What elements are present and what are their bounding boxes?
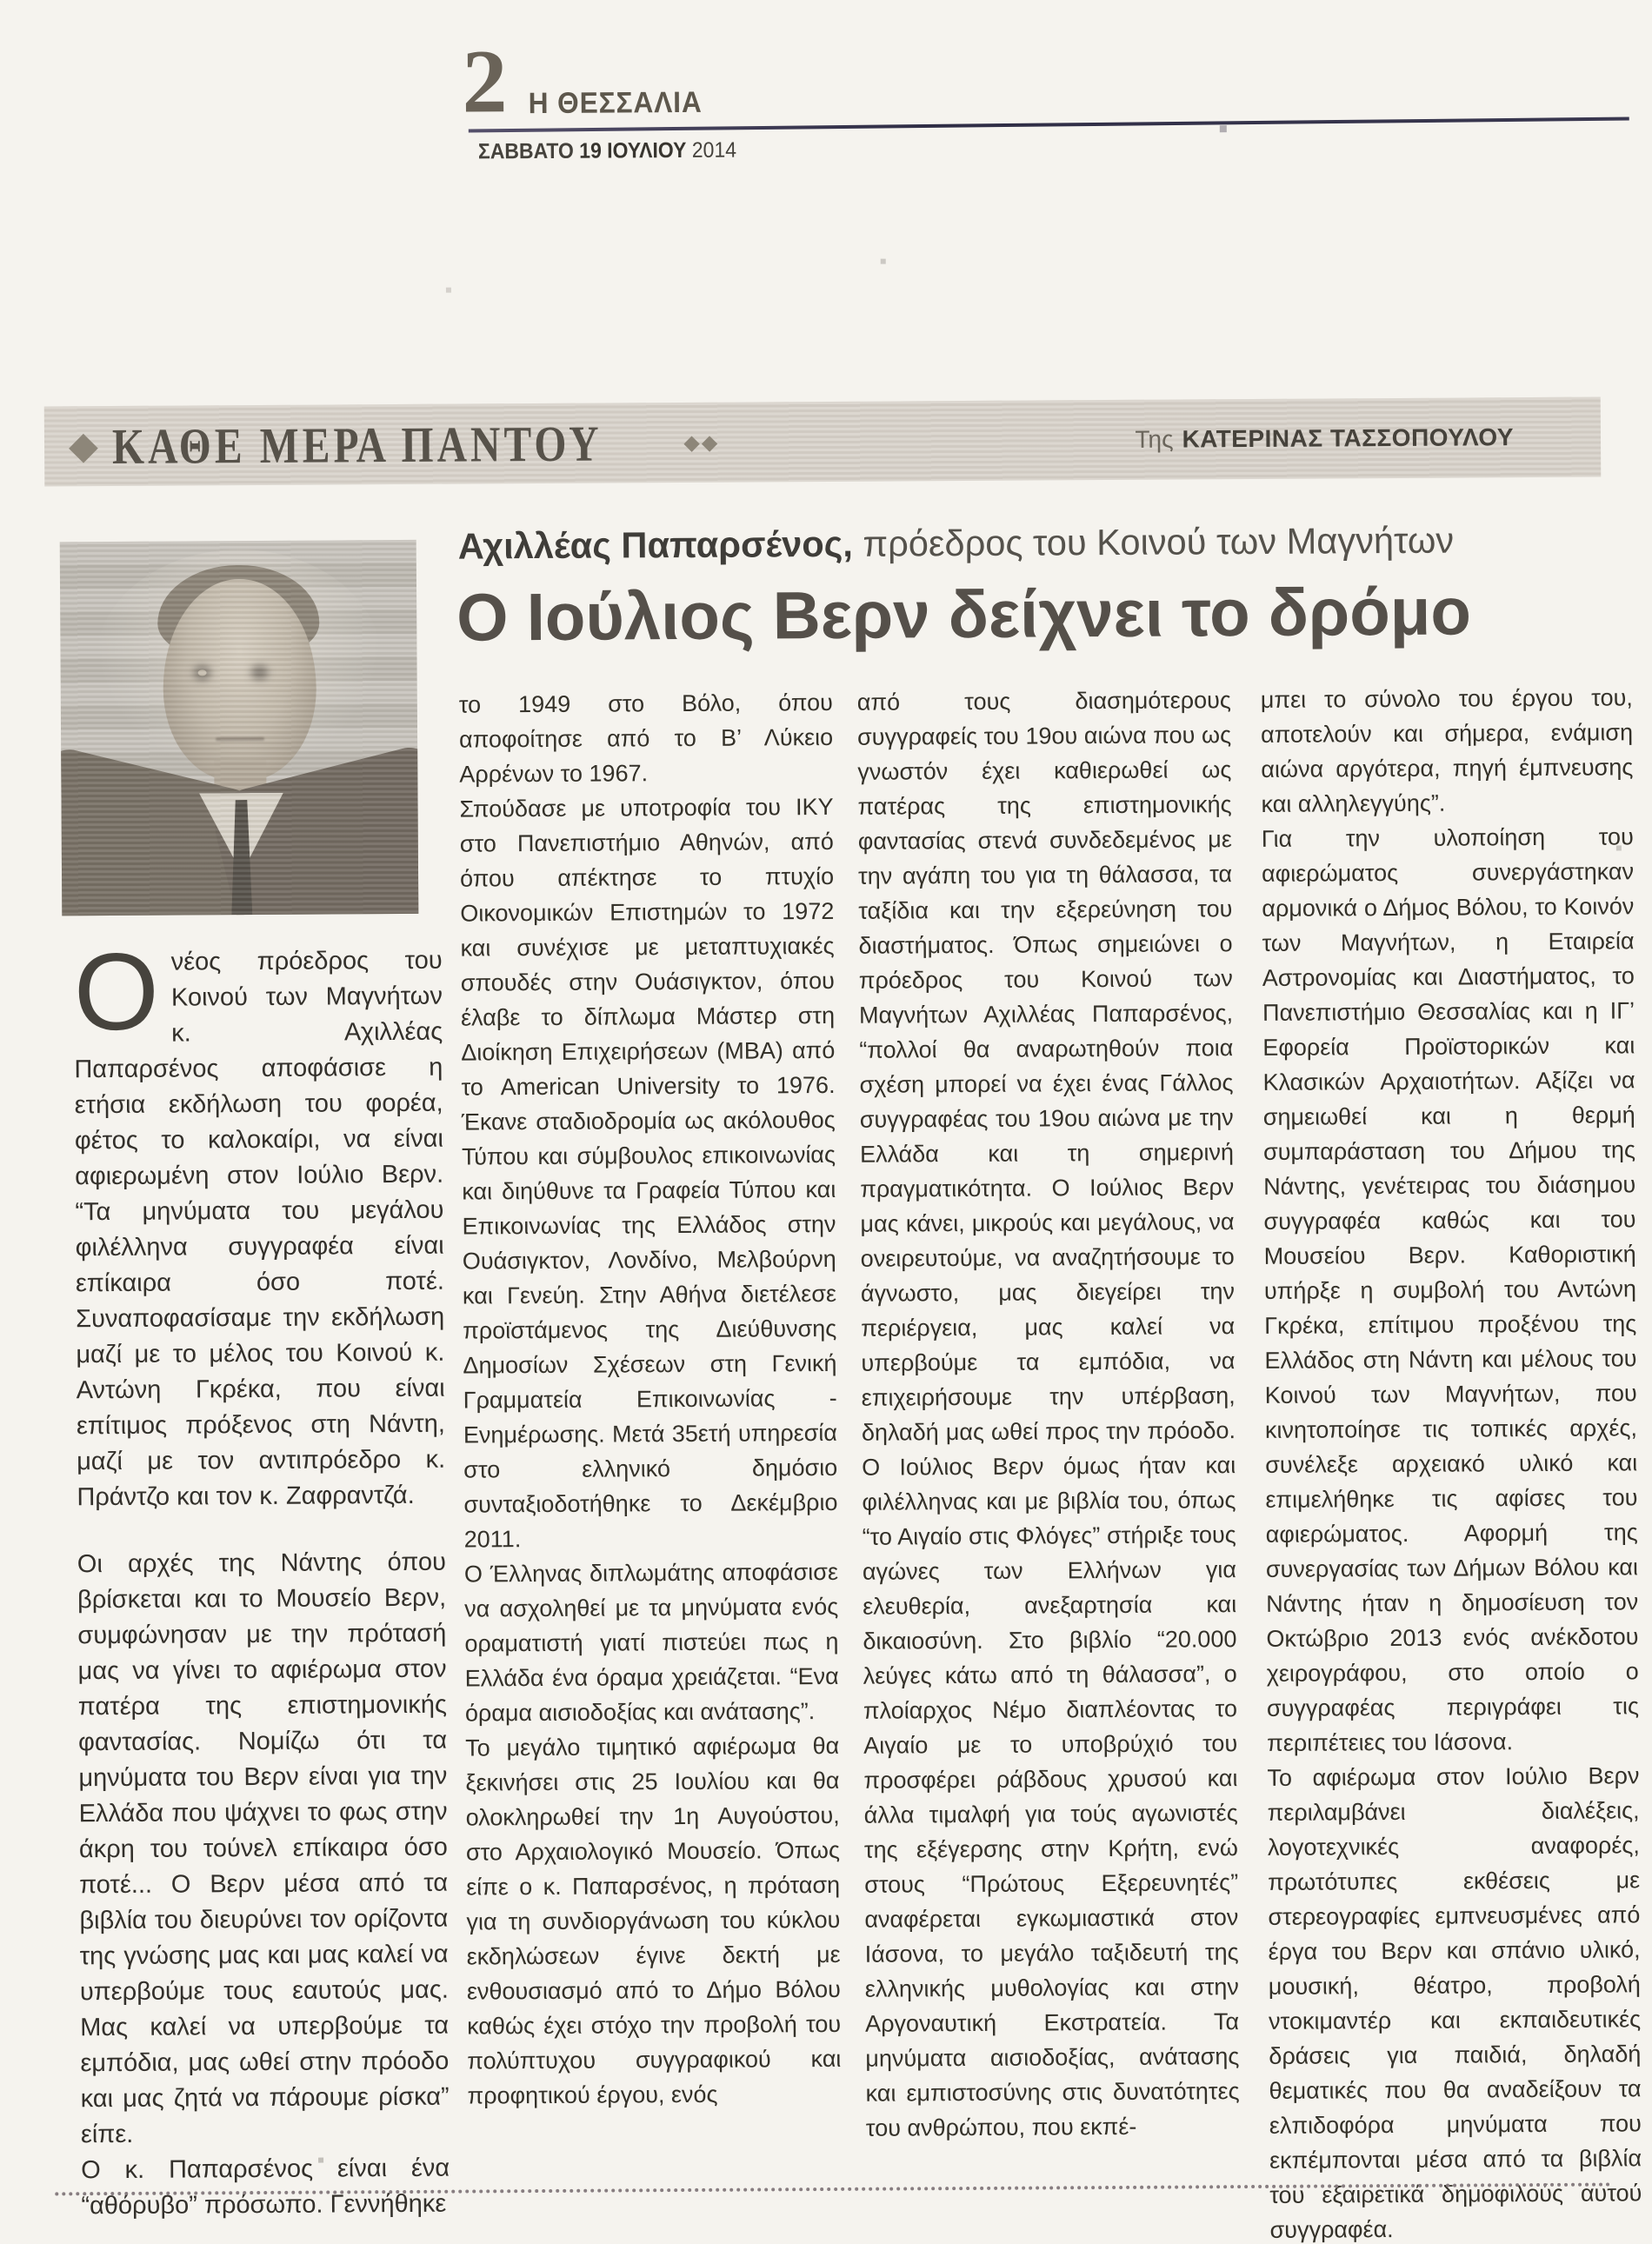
photo-shirt-collar [193,793,290,916]
dateline [478,138,736,165]
body-column-3 [1261,680,1642,2244]
date-year: 2014 [691,137,737,163]
body-paragraph: Για την υλοποίηση του αφιερώματος συνεργάστηκαν αρμονικά ο Δήμος Βόλου, το Κοινόν των Μαγνήτων, η Εταιρεία Αστρονομίας και Διαστήματος, το Πανεπιστήμιο Θεσσαλίας και η ΙΓ’ Εφορεία Προϊστορικών και Κλασικών Αρχαιοτήτων. Αξίζει να σημειωθεί και η θερμή συμπαράσταση του Δήμου της Νάντης, γενέτειρας του διάσημου συγγραφέα καθώς και του Μουσείου Βερν. Καθοριστική υπήρξε η συμβολή του Αντώνη Γκρέκα, επίτιμου προξένου της Ελλάδος στη Νάντη και μέλους του Κοινού των Μαγνήτων, που κινητοποίησε τις τοπικές αρχές, συνέλεξε αρχειακό υλικό και επιμελήθηκε τις αφίσες του αφιερώματος. Αφορμή της συνεργασίας των Δήμων Βόλου και Νάντης ήταν η δημοσίευση τον Οκτώβριο 2013 ενός ανέκδοτου χειρογράφου, στο οποίο ο συγγραφέας περιγράφει τις περιπέτειες του Ιάσονα. [1261,823,1640,1756]
body-paragraph: μπει το σύνολο του έργου του, αποτελούν και σήμερα, ενάμιση αιώνα αργότερα, πηγή έμπνευσης και αλληλεγγύης”. [1260,684,1634,817]
body-column-2 [857,683,1240,2146]
photo-background [95,549,383,776]
section-band [44,397,1602,487]
body-paragraph: το 1949 στο Βόλο, όπου αποφοίτησε από το Β’ Λύκειο Αρρένων το 1967. [458,689,834,788]
double-diamond-icon: ◆◆ [683,430,720,455]
body-column-1 [459,685,842,2114]
photo-neck [214,760,266,809]
body-paragraph: Σπούδασε με υποτροφία του ΙΚΥ στο Πανεπιστήμιο Αθηνών, από όπου απέκτησε το πτυχίο Οικονομικών Επιστημών το 1972 και συνέχισε με μεταπτυχιακές σπουδές στην Ουάσιγκτον, όπου έλαβε το δίπλωμα Μάστερ στη Διοίκηση Επιχειρήσεων (MBA) από το American University το 1976. Έκανε σταδιοδρομία ως ακόλουθος Τύπου και σύμβουλος επικοινωνίας και διηύθυνε τα Γραφεία Τύπου και Επικοινωνίας της Ελλάδος στην Ουάσιγκτον, Λονδίνο, Μελβούρνη και Γενεύη. Στην Αθήνα διετέλεσε προϊστάμενος της Διεύθυνσης Δημοσίων Σχέσεων στη Γενική Γραμματεία Επικοινωνίας - Ενημέρωσης. Μετά 35ετή υπηρεσία στο ελληνικό δημόσιο συνταξιοδοτήθηκε το Δεκέμβριο 2011. [459,793,838,1553]
drop-cap: Ο [73,929,160,1054]
kicker-role: πρόεδρος του Κοινού των Μαγνήτων [852,519,1455,564]
intro-column [73,929,450,2225]
intro-paragraph: Οι αρχές της Νάντης όπου βρίσκεται και το Μουσείο Βερν, συμφώνησαν με την πρότασή μας να γίνει το αφιέρωμα στον πατέρα της επιστημονικής φαντασίας. Νομίζω ότι τα μηνύματα του Βερν είναι για την Ελλάδα που ψάχνει το φως στην άκρη του τούνελ επίκαιρα όσο ποτέ... Ο Βερν μέσα από τα βιβλία του διευρύνει τον ορίζοντα της γνώσης μας και μας καλεί να υπερβούμε τους εαυτούς μας. Μας καλεί να υπερβούμε τα εμπόδια, μας ωθεί στην πρόοδο και μας ζητά να πάρουμε ρίσκα” είπε. [77,1548,450,2149]
intro-text: νέος πρόεδρος του Κοινού των Μαγνήτων κ. Αχιλλέας Παπαρσένος αποφάσισε η ετήσια εκδήλωση του φορέα, φέτος το καλοκαίρι, να είναι αφιερωμένη στον Ιούλιο Βερν. “Τα μηνύματα του μεγάλου φιλέλληνα συγγραφέα είναι επίκαιρα όσο ποτέ. Συναποφασίσαμε την εκδήλωση μαζί με το μέλος του Κοινού κ. Αντώνη Γκρέκα, που είναι επίτιμος πρόξενος στη Νάντη, μαζί με τον αντιπρόεδρο κ. Πράντζο και τον κ. Ζαφραντζά. [74,946,446,1512]
intro-paragraph: Ο κ. Παπαρσένος είναι ένα “αθόρυβο” πρόσωπο. Γεννήθηκε [81,2154,450,2221]
body-paragraph: από τους διασημότερους συγγραφείς του 19ου αιώνα που ως γνωστόν έχει καθιερωθεί ως πατέρας της επιστημονικής φαντασίας στενά συνδεδεμένος με την αγάπη του για τη θάλασσα, τα ταξίδια και την εξερεύνηση του διαστήματος. Όπως σημειώνει ο πρόεδρος του Κοινού των Μαγνήτων Αχιλλέας Παπαρσένος, “πολλοί θα αναρωτηθούν ποια σχέση μπορεί να έχει ένας Γάλλος συγγραφέας του 19ου αιώνα με την Ελλάδα και τη σημερινή πραγματικότητα. Ο Ιούλιος Βερν μας κάνει, μικρούς και μεγάλους, να ονειρευτούμε, να αναζητήσουμε το άγνωστο, μας διεγείρει την περιέργεια, μας καλεί να υπερβούμε τα εμπόδια, να επιχειρήσουμε την υπέρβαση, δηλαδή μας ωθεί προς την πρόοδο. Ο Ιούλιος Βερν όμως ήταν και φιλέλληνας και με βιβλία του, όπως “το Αιγαίο στις Φλόγες” στήριξε τους αγώνες των Ελλήνων για ελευθερία, ανεξαρτησία και δικαιοσύνη. Στο βιβλίο “20.000 λεύγες κάτω από τη θάλασσα”, ο πλοίαρχος Νέμο διαπλέοντας το Αιγαίο με το υποβρύχιό του προσφέρει ράβδους χρυσού και άλλα τιμαλφή για τούς αγωνιστές της εξέγερσης στην Κρήτη, ενώ στους “Πρώτους Εξερευνητές” αναφέρεται εγκωμιαστικά στον Ιάσονα, το μεγάλο ταξιδευτή της ελληνικής μυθολογίας και στην Αργοναυτική Εκστρατεία. Τα μηνύματα αισιοδοξίας, ανάτασης και εμπιστοσύνης στις δυνατότητες του ανθρώπου, που εκπέ- [856,687,1240,2141]
photo-suit-left [60,743,273,916]
body-paragraph: Ο Έλληνας διπλωμάτης αποφάσισε να ασχοληθεί με τα μηνύματα ενός οραματιστή γιατί πιστεύει πως η Ελλάδα ένα όραμα χρειάζεται. “Ενα όραμα αισιοδοξίας και ανάτασης”. [463,1558,839,1727]
kicker [458,518,1622,567]
photo-hair [157,565,320,662]
byline-name: ΚΑΤΕΡΙΝΑΣ ΤΑΣΣΟΠΟΥΛΟΥ [1182,423,1515,453]
masthead-title: Η ΘΕΣΣΑΛΙΑ [528,85,703,121]
page-number: 2 [462,31,508,132]
photo-eyes [198,669,207,676]
date-day: ΣΑΒΒΑΤΟ [477,138,574,164]
photo-tie [231,800,253,915]
article-headline: Ο Ιούλιος Βερν δείχνει το δρόμο [456,574,1472,656]
body-paragraph: Το μεγάλο τιμητικό αφιέρωμα θα ξεκινήσει στις 25 Ιουλίου και θα ολοκληρωθεί την 1η Αυγούστου, στο Αρχαιολογικό Μουσείο. Όπως είπε ο κ. Παπαρσένος, η πρόταση για τη συνδιοργάνωση του κύκλου εκδηλώσεων έγινε δεκτή με ενθουσιασμό από το Δήμο Βόλου καθώς έχει στόχο την προβολή του πολύπτυχου συγγραφικού και προφητικού έργου, ενός [465,1732,842,2109]
photo-suit-right [207,742,419,916]
byline-prefix: Της [1135,425,1174,453]
portrait-photo [60,540,419,916]
date-month: 19 ΙΟΥΛΙΟΥ [579,137,687,163]
intro-paragraph [73,929,446,1516]
byline [1135,397,1514,480]
photo-face [163,579,316,782]
section-title: ΚΑΘΕ ΜΕΡΑ ΠΑΝΤΟΥ [111,415,603,475]
photo-mouth [216,737,264,741]
body-paragraph: Το αφιέρωμα στον Ιούλιο Βερν περιλαμβάνει διαλέξεις, λογοτεχνικές αναφορές, πρωτότυπες εκθέσεις με στερεογραφίες εμπνευσμένες από έργα του Βερν και σπάνιο υλικό, μουσική, θέατρο, προβολή ντοκιμαντέρ και εκπαιδευτικές δράσεις για παιδιά, δηλαδή θεματικές που θα αναδείξουν τα ελπιδοφόρα μηνύματα που εκπέμπονται μέσα από τα βιβλία του εξαιρετικά δημοφιλούς αυτού συγγραφέα. [1267,1762,1642,2243]
kicker-name: Αχιλλέας Παπαρσένος, [457,523,854,567]
section-title-group [69,403,720,487]
diamond-icon: ◆ [68,424,99,468]
